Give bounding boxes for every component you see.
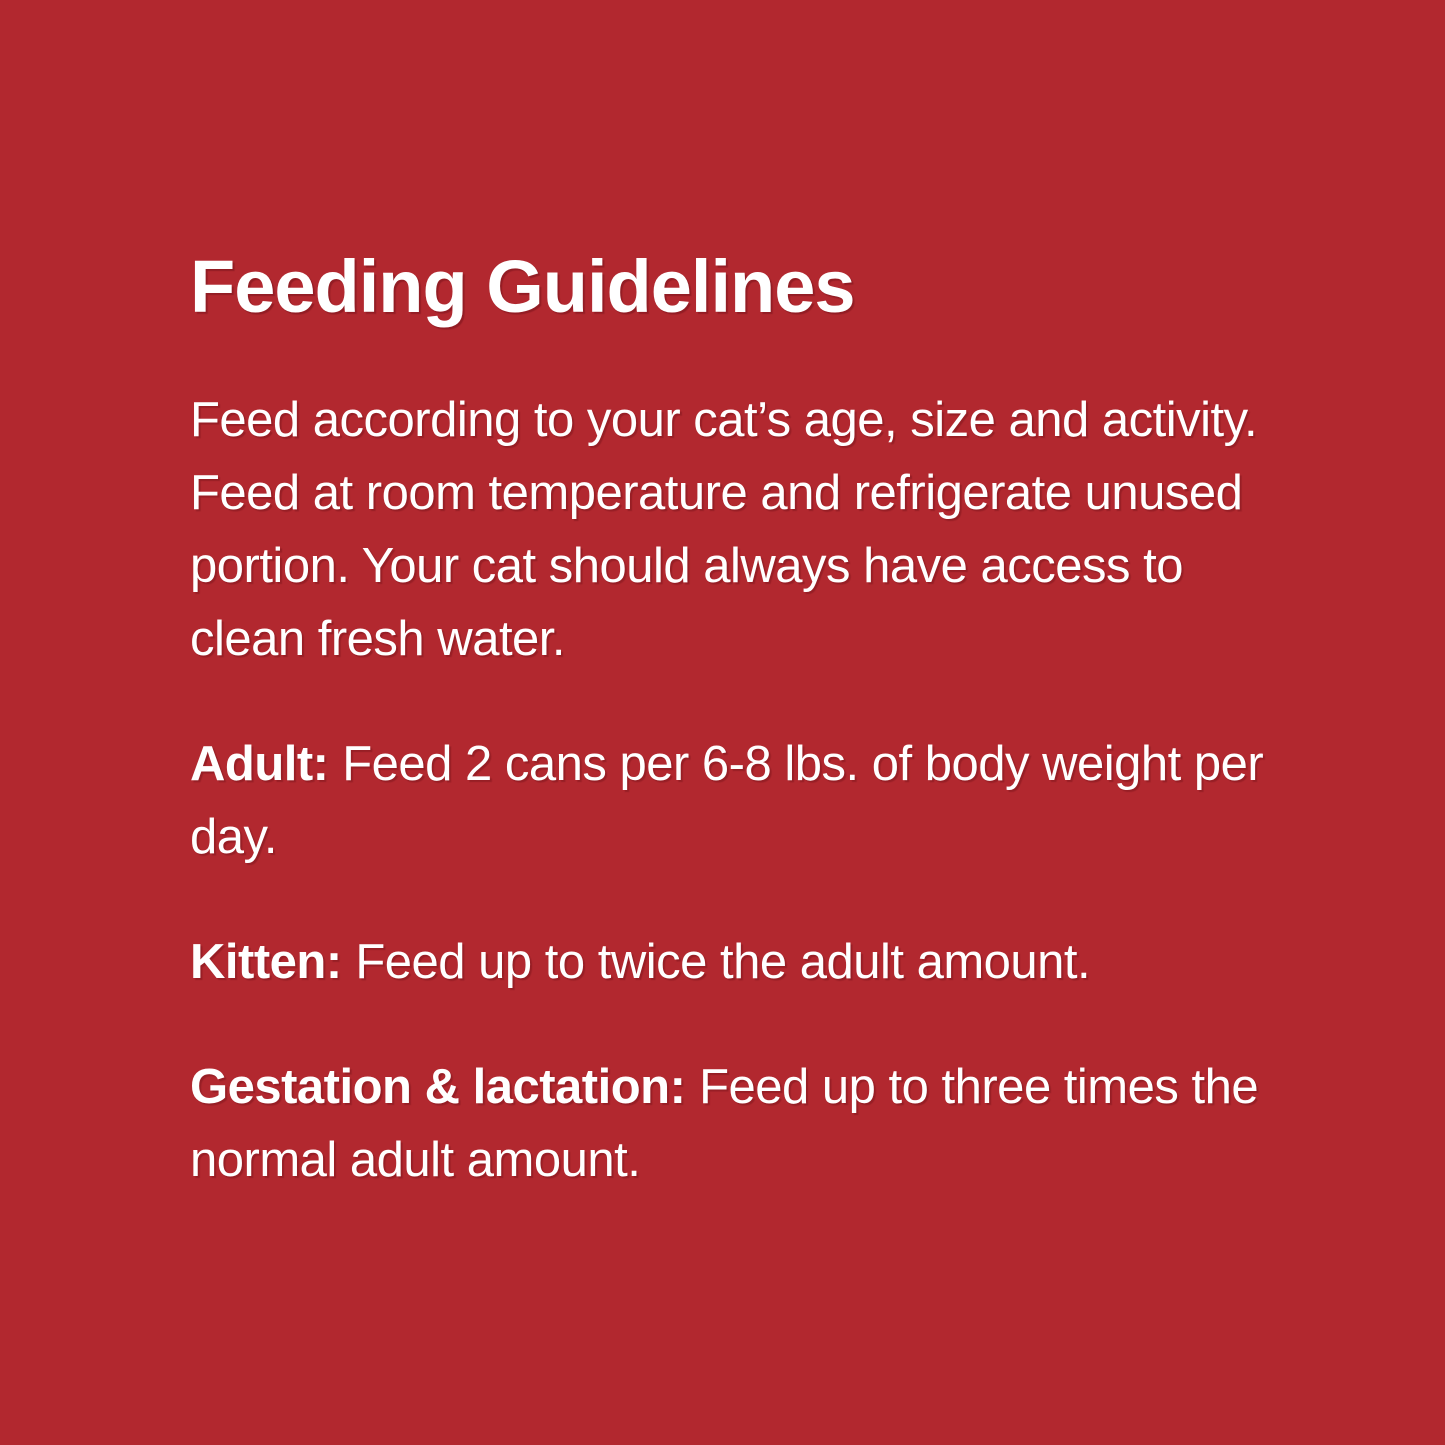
guideline-gestation-lactation-label: Gestation & lactation: (190, 1059, 686, 1114)
guideline-kitten-text: Feed up to twice the adult amount. (355, 934, 1091, 989)
guideline-kitten (190, 926, 1290, 999)
page-title: Feeding Guidelines (190, 245, 855, 328)
guideline-adult-label: Adult: (190, 736, 329, 791)
feeding-guidelines-content (190, 245, 1290, 1197)
guideline-adult (190, 728, 1290, 874)
guideline-kitten-label: Kitten: (190, 934, 342, 989)
guideline-adult-text: Feed 2 cans per 6-8 lbs. of body weight per day. (190, 736, 1264, 864)
intro-paragraph: Feed according to your cat’s age, size and activity. Feed at room temperature and refrigerate unused portion. Your cat should always have access to clean fresh water. (190, 392, 1258, 666)
guideline-gestation-lactation (190, 1051, 1290, 1197)
guideline-gestation-lactation-text: Feed up to three times the normal adult amount. (190, 1059, 1259, 1187)
